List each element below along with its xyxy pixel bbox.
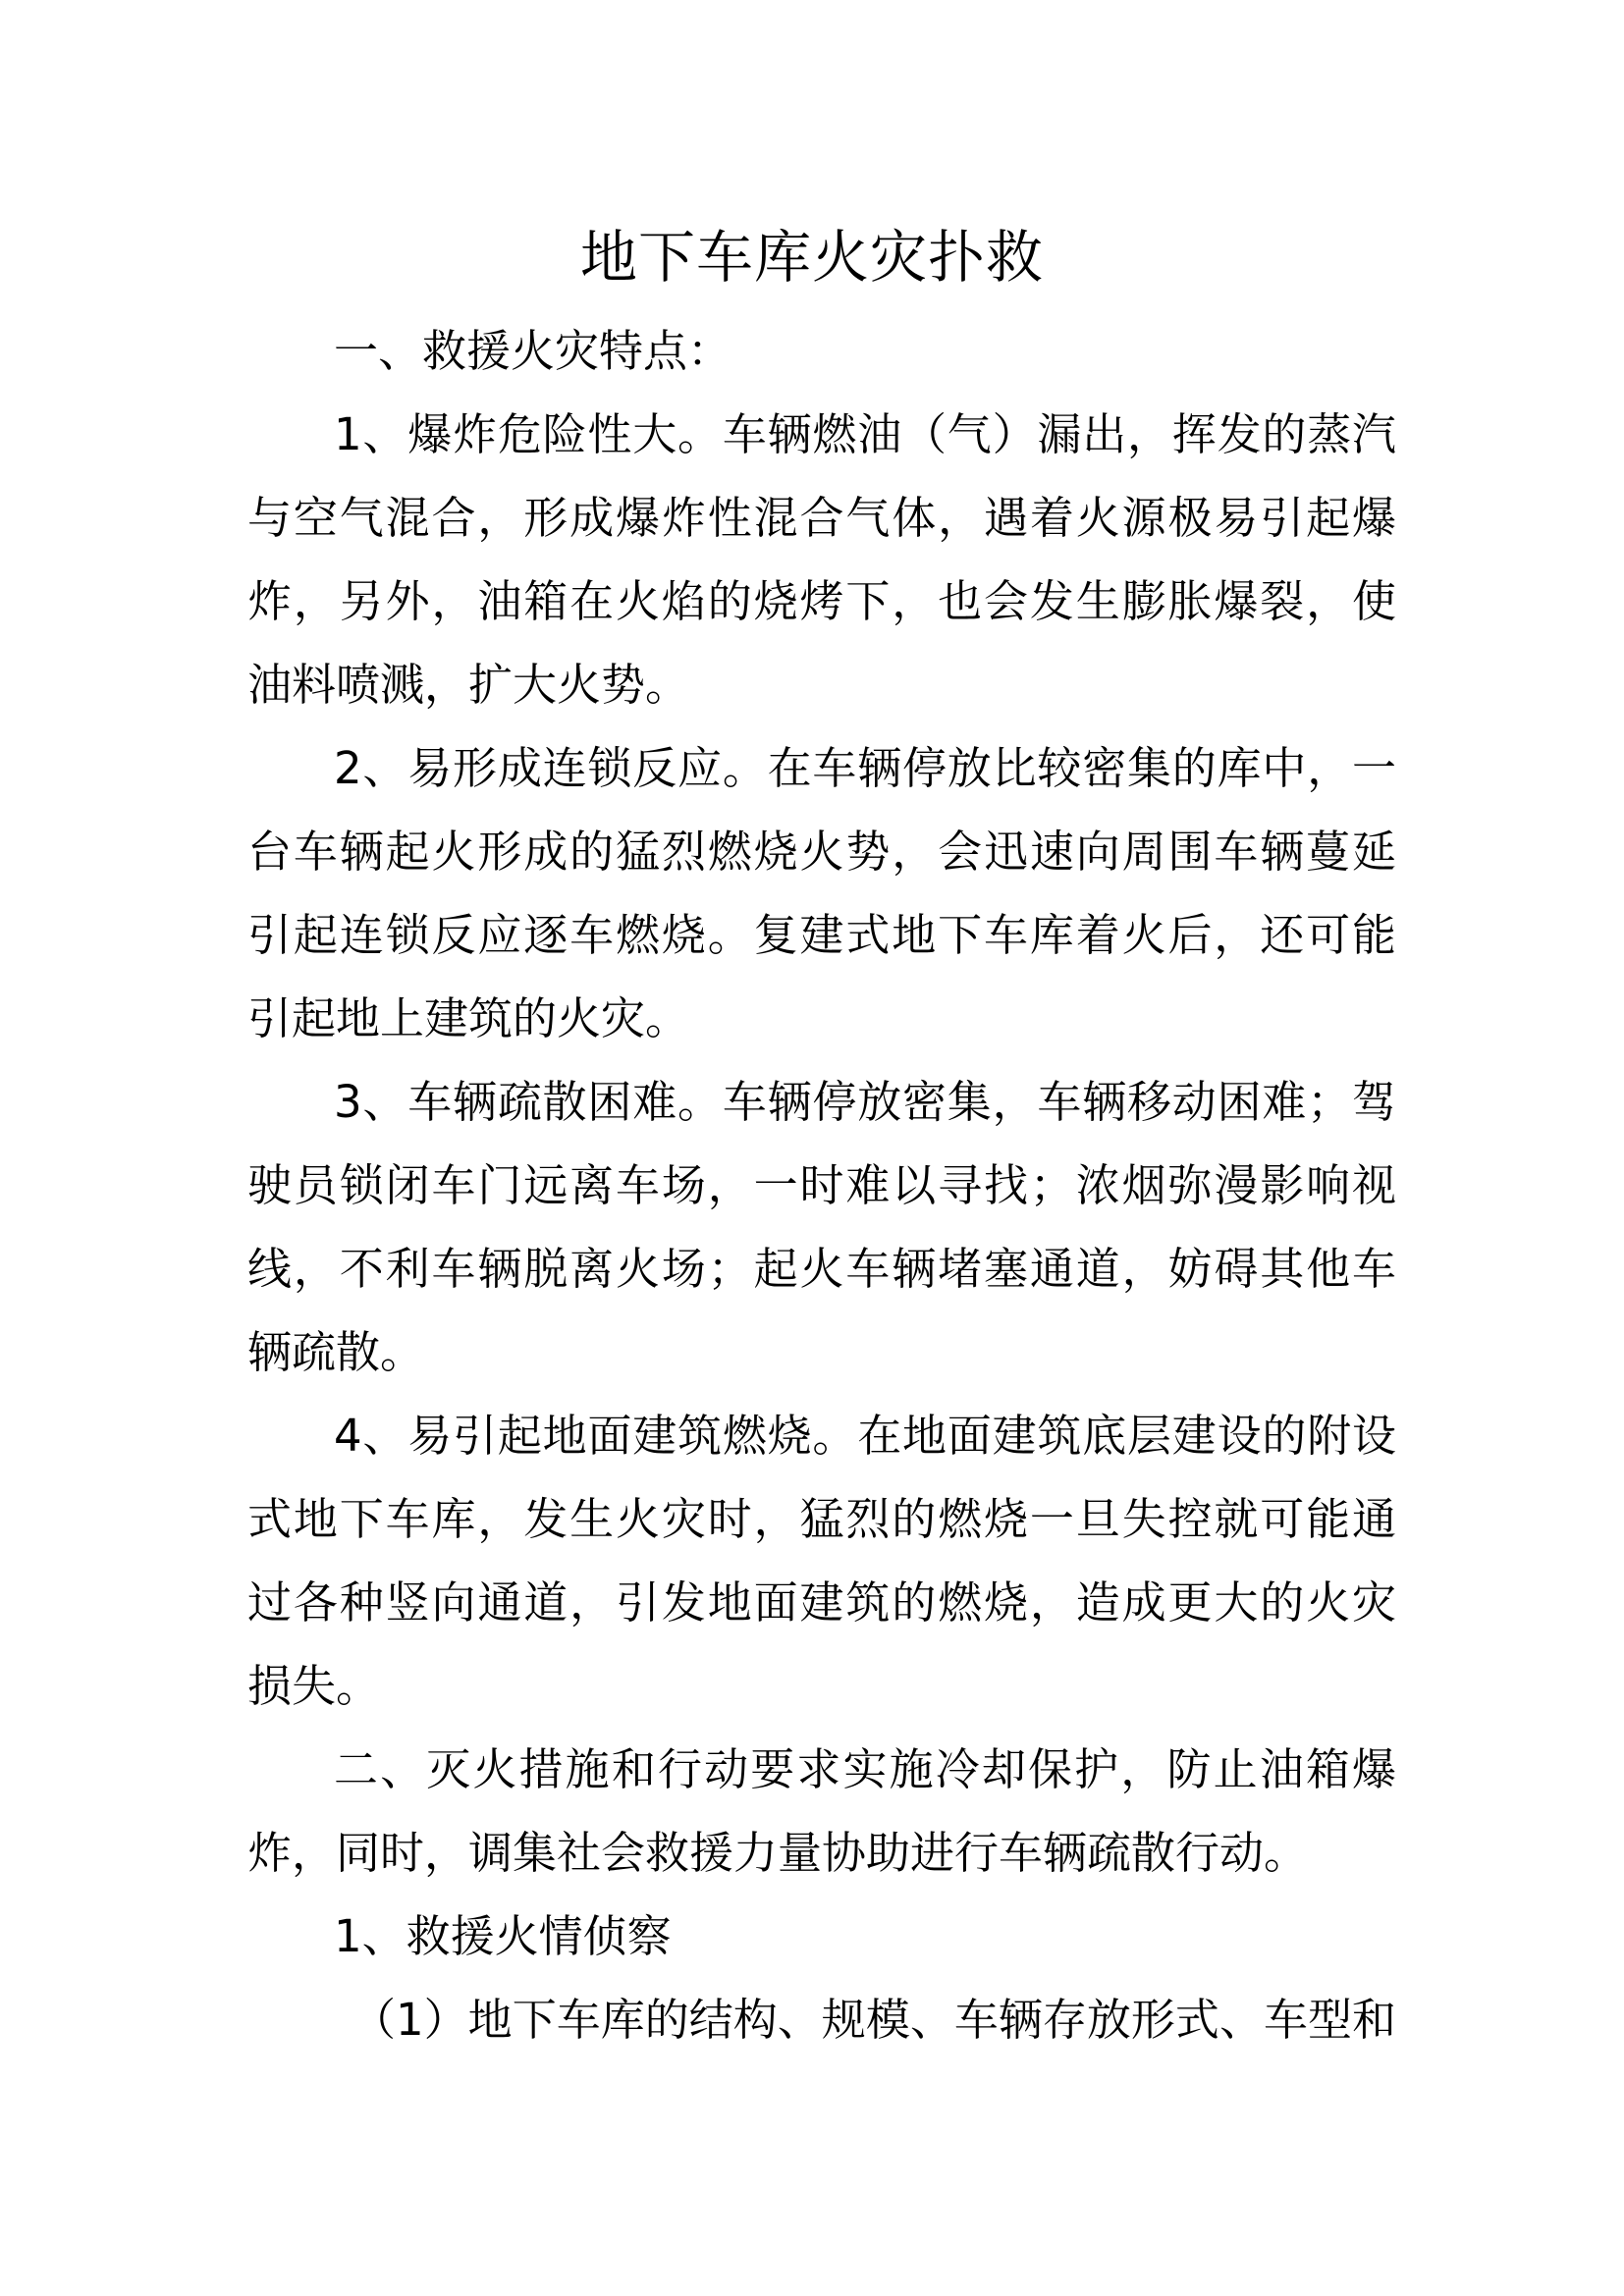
paragraph-line: 引起地上建筑的火灾。 <box>247 992 690 1044</box>
paragraph-line: 3、车辆疏散困难。车辆停放密集，车辆移动困难；驾 <box>334 1076 1396 1128</box>
paragraph-line: 台车辆起火形成的猛烈燃烧火势，会迅速向周围车辆蔓延 <box>247 826 1396 878</box>
paragraph-line: 过各种竖向通道，引发地面建筑的燃烧，造成更大的火灾 <box>247 1576 1396 1629</box>
document-title: 地下车库火灾扑救 <box>579 224 1044 291</box>
paragraph-line: 损失。 <box>247 1660 381 1712</box>
paragraph-line: 炸，同时，调集社会救援力量协助进行车辆疏散行动。 <box>247 1827 1309 1879</box>
paragraph-line: 1、爆炸危险性大。车辆燃油（气）漏出，挥发的蒸汽 <box>334 408 1396 460</box>
paragraph-line: 驶员锁闭车门远离车场，一时难以寻找；浓烟弥漫影响视 <box>247 1159 1396 1211</box>
paragraph-line: 油料喷溅，扩大火势。 <box>247 659 690 711</box>
paragraph-line: 辆疏散。 <box>247 1326 425 1378</box>
paragraph-line: 引起连锁反应逐车燃烧。复建式地下车库着火后，还可能 <box>247 909 1396 961</box>
paragraph-line: 线，不利车辆脱离火场；起火车辆堵塞通道，妨碍其他车 <box>247 1243 1396 1295</box>
section-heading-2: 二、灭火措施和行动要求实施冷却保护，防止油箱爆 <box>334 1743 1396 1795</box>
paragraph-line: 与空气混合，形成爆炸性混合气体，遇着火源极易引起爆 <box>247 492 1396 544</box>
paragraph-line: 4、易引起地面建筑燃烧。在地面建筑底层建设的附设 <box>334 1410 1396 1462</box>
subsection-heading: 1、救援火情侦察 <box>334 1910 672 1962</box>
paragraph-line: 炸，另外，油箱在火焰的烧烤下，也会发生膨胀爆裂，使 <box>247 575 1396 627</box>
paragraph-line: （1）地下车库的结构、规模、车辆存放形式、车型和 <box>352 1994 1396 2046</box>
paragraph-line: 2、易形成连锁反应。在车辆停放比较密集的库中，一 <box>334 742 1396 794</box>
section-heading-1: 一、救援火灾特点： <box>334 325 732 377</box>
paragraph-line: 式地下车库，发生火灾时，猛烈的燃烧一旦失控就可能通 <box>247 1493 1396 1545</box>
